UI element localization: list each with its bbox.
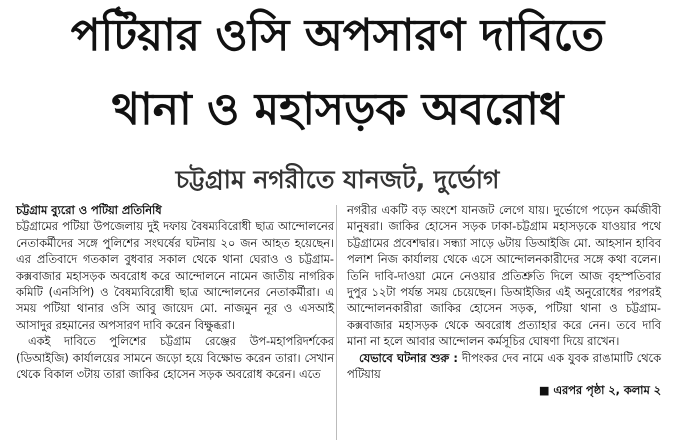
article-column-left [16, 203, 334, 383]
paragraph: নগরীর একটি বড় অংশে যানজট লেগে যায়। দুর্ভোগে পড়েন কর্মজীবী মানুষরা। জাকির হোসেন সড়ক ঢাকা-চট্টগ্রাম মহাসড়কে যাওয়ার পথে চট্টগ্রামের প্রবেশদ্বার। সন্ধ্যা সাড়ে ৬টায় ডিআইজি মো. আহসান হাবিব পলাশ নিজ কার্যালয় থেকে এসে আন্দোলনকারীদের সঙ্গে কথা বলেন। তিনি দাবি-দাওয়া মেনে নেওয়ার প্রতিশ্রুতি দিলে আজ বৃহস্পতিবার দুপুর ১২টা পর্যন্ত সময় চেয়েছেন। ডিআইজির এই অনুরোধের পরপরই আন্দোলনকারীরা জাকির হোসেন সড়ক, পটিয়া থানা ও চট্টগ্রাম-কক্সবাজার মহাসড়ক থেকে অবরোধ প্রত্যাহার করে নেন। তবে দাবি মানা না হলে আবার আন্দোলন কর্মসূচির ঘোষণা দিয়ে রাখেন। [347, 204, 661, 349]
headline-line-1: পটিয়ার ওসি অপসারণ দাবিতে [70, 10, 605, 61]
headline-line-2: থানা ও মহাসড়ক অবরোধ [111, 84, 564, 135]
paragraph-with-kicker [347, 351, 661, 384]
kicker: যেভাবে ঘটনার শুরু : [359, 351, 458, 365]
article-column-right [347, 203, 661, 400]
column-divider [336, 205, 337, 440]
paragraph: একই দাবিতে পুলিশের চট্টগ্রাম রেঞ্জের উপ-মহাপরিদর্শকের (ডিআইজি) কার্যালয়ের সামনে জড়ো হয়ে বিক্ষোভ করেন তারা। সেখান থেকে বিকাল ৩টায় তারা জাকির হোসেন সড়ক অবরোধ করেন। এতে [16, 335, 334, 382]
subheadline: চট্টগ্রাম নগরীতে যানজট, দুর্ভোগ [175, 165, 500, 194]
byline: চট্টগ্রাম ব্যুরো ও পটিয়া প্রতিনিধি [16, 204, 162, 217]
paragraph: চট্টগ্রামের পটিয়া উপজেলায় দুই দফায় বৈষম্যবিরোধী ছাত্র আন্দোলনের নেতাকর্মীদের সঙ্গে পুলিশের সংঘর্ষের ঘটনায় ২০ জন আহত হয়েছেন। এর প্রতিবাদে গতকাল বুধবার সকাল থেকে থানা ঘেরাও ও চট্টগ্রাম-কক্সবাজার মহাসড়ক অবরোধ করে আন্দোলনে নামেন জাতীয় নাগরিক কমিটি (এনসিপি) ও বৈষম্যবিরোধী ছাত্র আন্দোলনের নেতাকর্মীরা। এ সময় পটিয়া থানার ওসি আবু জায়েদ মো. নাজমুন নূর ও এসআই আসাদুর রহমানের অপসারণ দাবি করেন বিক্ষুব্ধরা। [16, 220, 334, 332]
paragraph-text: দীপংকর দেব নামে এক যুবক রাঙামাটি থেকে পটিয়ায় [347, 351, 662, 382]
continued-on-page: ■ এরপর পৃষ্ঠা ২, কলাম ২ [538, 384, 661, 398]
